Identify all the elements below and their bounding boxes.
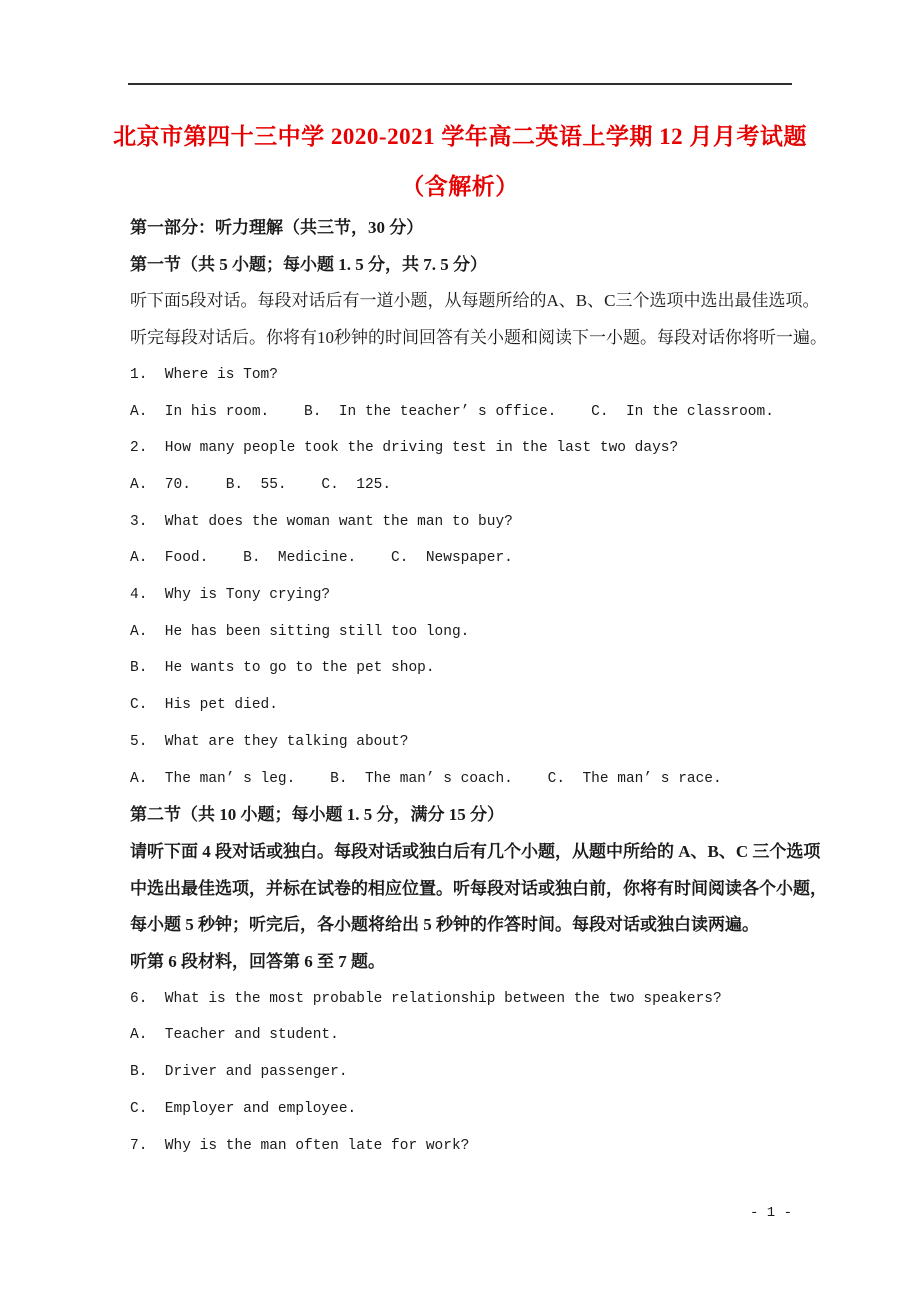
- option-line: C. Employer and employee.: [130, 1100, 357, 1117]
- page-number: - 1 -: [749, 1205, 792, 1221]
- document-body: [130, 210, 827, 1164]
- header-rule-line: [128, 83, 792, 85]
- question-line: 6. What is the most probable relationship between the two speakers?: [130, 990, 722, 1007]
- instruction-line: 听完每段对话后。你将有10秒钟的时间回答有关小题和阅读下一小题。每段对话你将听一遍。: [130, 328, 827, 348]
- instruction-line: 中选出最佳选项，并标在试卷的相应位置。听每段对话或独白前，你将有时间阅读各个小题，: [130, 878, 827, 898]
- question-line: 2. How many people took the driving test in the last two days?: [130, 440, 679, 457]
- section-heading: 第一节（共 5 小题；每小题 1. 5 分，共 7. 5 分）: [130, 254, 487, 274]
- options-line: A. 70. B. 55. C. 125.: [130, 476, 392, 493]
- section-heading: 第二节（共 10 小题；每小题 1. 5 分，满分 15 分）: [130, 805, 504, 825]
- question-line: 3. What does the woman want the man to buy?: [130, 513, 513, 530]
- option-line: B. He wants to go to the pet shop.: [130, 660, 435, 677]
- option-line: C. His pet died.: [130, 697, 278, 714]
- options-line: A. In his room. B. In the teacher’ s office. C. In the classroom.: [130, 403, 774, 420]
- part-heading: 第一部分：听力理解（共三节，30 分）: [130, 218, 424, 237]
- document-title: [110, 112, 810, 212]
- instruction-line: 每小题 5 秒钟；听完后，各小题将给出 5 秒钟的作答时间。每段对话或独白读两遍。: [130, 915, 759, 935]
- options-line: A. Food. B. Medicine. C. Newspaper.: [130, 550, 513, 567]
- question-line: 1. Where is Tom?: [130, 366, 278, 383]
- options-line: A. The man’ s leg. B. The man’ s coach. C. The man’ s race.: [130, 770, 722, 787]
- option-line: A. Teacher and student.: [130, 1027, 339, 1044]
- question-line: 5. What are they talking about?: [130, 733, 409, 750]
- option-line: A. He has been sitting still too long.: [130, 623, 470, 640]
- title-line-2: （含解析）: [401, 174, 519, 199]
- instruction-line: 请听下面 4 段对话或独白。每段对话或独白后有几个小题，从题中所给的 A、B、C 三个选项: [130, 841, 821, 861]
- option-line: B. Driver and passenger.: [130, 1064, 348, 1081]
- instruction-line: 听下面5段对话。每段对话后有一道小题，从每题所给的A、B、C三个选项中选出最佳选项。: [130, 291, 820, 311]
- title-line-1: 北京市第四十三中学 2020-2021 学年高二英语上学期 12 月月考试题: [113, 124, 807, 149]
- question-line: 4. Why is Tony crying?: [130, 587, 331, 604]
- question-line: 7. Why is the man often late for work?: [130, 1137, 470, 1154]
- material-heading: 听第 6 段材料，回答第 6 至 7 题。: [130, 952, 385, 972]
